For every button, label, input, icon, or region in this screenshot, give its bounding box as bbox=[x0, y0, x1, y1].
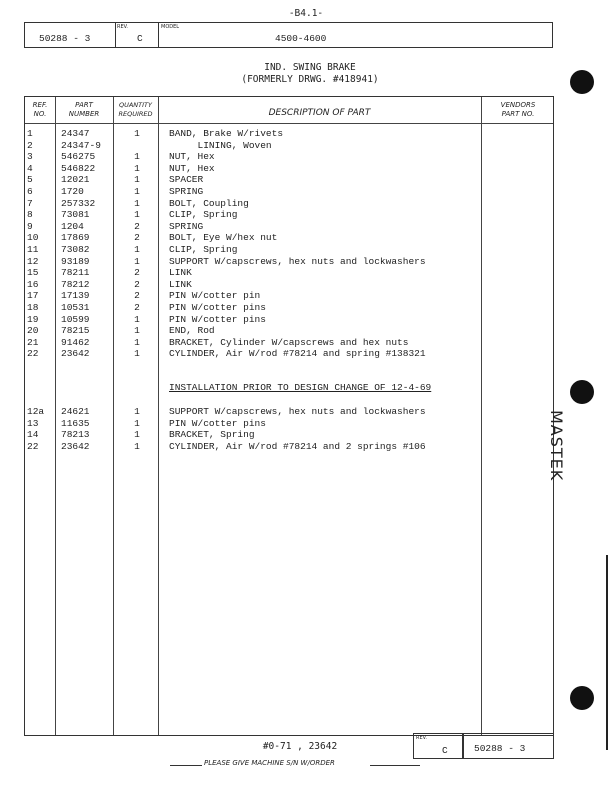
ref-cell: 5 bbox=[27, 174, 33, 186]
ref-cell: 2 bbox=[27, 139, 33, 151]
quantity-cell: 2 bbox=[134, 302, 140, 313]
description-cell: PIN W/cotter pins bbox=[169, 313, 266, 325]
quantity-cell: 2 bbox=[134, 267, 140, 279]
quantity-cell: 1 bbox=[134, 417, 140, 429]
part-number-cell: 24621 bbox=[61, 406, 90, 417]
ref-cell: 15 bbox=[27, 267, 39, 279]
part-number-cell: 546822 bbox=[61, 162, 96, 174]
description-cell: LINK bbox=[169, 267, 192, 279]
part-number-cell: 78212 bbox=[61, 278, 90, 290]
table-row bbox=[25, 406, 555, 418]
model-label: MODEL bbox=[161, 24, 180, 30]
rev-label: REV. bbox=[117, 24, 128, 30]
description-cell: SPACER bbox=[169, 174, 204, 186]
section-title: IND. SWING BRAKE bbox=[264, 62, 356, 73]
description-cell: NUT, Hex bbox=[169, 151, 215, 163]
description-cell: CLIP, Spring bbox=[169, 209, 238, 221]
quantity-cell: 1 bbox=[134, 336, 140, 348]
part-number-cell: 17139 bbox=[61, 290, 90, 302]
quantity-cell: 1 bbox=[134, 151, 140, 163]
table-row bbox=[25, 418, 555, 430]
part-number-cell: 73082 bbox=[61, 244, 90, 255]
description-cell: CYLINDER, Air W/rod #78214 and spring #138321 bbox=[169, 348, 426, 360]
quantity-cell: 1 bbox=[134, 325, 140, 337]
ref-cell: 17 bbox=[27, 290, 39, 302]
quantity-cell: 1 bbox=[134, 313, 140, 325]
footer-box bbox=[413, 733, 554, 760]
table-row bbox=[25, 198, 555, 210]
description-cell: SPRING bbox=[169, 186, 204, 197]
table-row bbox=[25, 314, 555, 326]
footer-ref: #0-71 , 23642 bbox=[262, 741, 338, 752]
installation-heading: INSTALLATION PRIOR TO DESIGN CHANGE OF 12-4-69 bbox=[169, 382, 432, 393]
quantity-cell: 2 bbox=[134, 278, 140, 290]
table-row bbox=[25, 279, 555, 291]
table-row bbox=[25, 267, 555, 279]
col-header-desc: DESCRIPTION OF PART bbox=[268, 108, 371, 118]
table-row bbox=[25, 221, 555, 233]
quantity-cell: 2 bbox=[134, 232, 140, 244]
part-number-cell: 78211 bbox=[61, 267, 90, 279]
part-number-cell: 93189 bbox=[61, 255, 90, 267]
table-row bbox=[25, 325, 555, 337]
col-header-ref: REF. NO. bbox=[32, 101, 48, 118]
part-number-cell: 17869 bbox=[61, 232, 90, 244]
part-number-cell: 546275 bbox=[61, 151, 96, 163]
table-row bbox=[25, 302, 555, 314]
col-header-qty: QUANTITY REQUIRED bbox=[118, 101, 153, 118]
footer-drawing-number: 50288 - 3 bbox=[474, 743, 526, 754]
footer-rev-label: REV. bbox=[416, 735, 427, 741]
ref-cell: 20 bbox=[27, 325, 39, 337]
part-number-cell: 1204 bbox=[61, 220, 84, 232]
ref-cell: 21 bbox=[27, 336, 39, 348]
binder-hole-top bbox=[570, 70, 594, 94]
description-cell: CLIP, Spring bbox=[169, 244, 238, 255]
footer-rev: C bbox=[442, 745, 448, 756]
ref-cell: 19 bbox=[27, 313, 39, 325]
table-row bbox=[25, 348, 555, 360]
table-row bbox=[25, 128, 555, 140]
description-cell: SPRING bbox=[169, 220, 204, 232]
table-row bbox=[25, 429, 555, 441]
part-number-cell: 10599 bbox=[61, 313, 90, 325]
part-number-cell: 91462 bbox=[61, 336, 90, 348]
description-cell: PIN W/cotter pins bbox=[169, 417, 266, 429]
page-number: -B4.1- bbox=[288, 8, 324, 19]
table-row bbox=[25, 337, 555, 349]
part-number-cell: 11635 bbox=[61, 417, 90, 429]
part-number-cell: 1720 bbox=[61, 186, 84, 197]
ref-cell: 9 bbox=[27, 220, 33, 232]
quantity-cell: 1 bbox=[134, 186, 140, 197]
quantity-cell: 1 bbox=[134, 406, 140, 417]
quantity-cell: 1 bbox=[134, 244, 140, 255]
quantity-cell: 1 bbox=[134, 162, 140, 174]
page-edge-mark bbox=[606, 555, 608, 750]
part-number-cell: 78213 bbox=[61, 429, 90, 441]
section-subtitle: (FORMERLY DRWG. #418941) bbox=[241, 74, 379, 85]
ref-cell: 7 bbox=[27, 197, 33, 209]
quantity-cell: 2 bbox=[134, 220, 140, 232]
footer-note: PLEASE GIVE MACHINE S/N W/ORDER bbox=[204, 759, 335, 767]
ref-cell: 22 bbox=[27, 348, 39, 360]
ref-cell: 18 bbox=[27, 302, 39, 313]
ref-cell: 10 bbox=[27, 232, 39, 244]
binder-hole-middle bbox=[570, 380, 594, 404]
col-header-part: PART NUMBER bbox=[68, 101, 100, 118]
part-number-cell: 78215 bbox=[61, 325, 90, 337]
quantity-cell: 1 bbox=[134, 429, 140, 441]
part-number-cell: 257332 bbox=[61, 197, 96, 209]
quantity-cell: 1 bbox=[134, 209, 140, 221]
header-box bbox=[24, 22, 553, 48]
description-cell: BRACKET, Spring bbox=[169, 429, 255, 441]
description-cell: END, Rod bbox=[169, 325, 215, 337]
description-cell: BRACKET, Cylinder W/capscrews and hex nuts bbox=[169, 336, 409, 348]
ref-cell: 12 bbox=[27, 255, 39, 267]
description-cell: CYLINDER, Air W/rod #78214 and 2 springs #106 bbox=[169, 440, 426, 452]
ref-cell: 13 bbox=[27, 417, 39, 429]
quantity-cell: 1 bbox=[134, 440, 140, 452]
table-row bbox=[25, 209, 555, 221]
ref-cell: 12a bbox=[27, 406, 45, 417]
quantity-cell: 1 bbox=[134, 255, 140, 267]
description-cell: NUT, Hex bbox=[169, 162, 215, 174]
part-number-cell: 73081 bbox=[61, 209, 90, 221]
description-cell: SUPPORT W/capscrews, hex nuts and lockwashers bbox=[169, 406, 426, 417]
rev-value: C bbox=[137, 33, 143, 44]
quantity-cell: 2 bbox=[134, 290, 140, 302]
margin-stamp: MASTEK bbox=[547, 410, 566, 482]
quantity-cell: 1 bbox=[134, 197, 140, 209]
quantity-cell: 1 bbox=[134, 128, 140, 139]
part-number-cell: 10531 bbox=[61, 302, 90, 313]
parts-table bbox=[24, 96, 554, 736]
table-row bbox=[25, 244, 555, 256]
table-row bbox=[25, 232, 555, 244]
ref-cell: 8 bbox=[27, 209, 33, 221]
part-number-cell: 24347-9 bbox=[61, 139, 101, 151]
part-number-cell: 12021 bbox=[61, 174, 90, 186]
quantity-cell: 1 bbox=[134, 174, 140, 186]
description-cell: BAND, Brake W/rivets bbox=[169, 128, 284, 139]
part-number-cell: 23642 bbox=[61, 348, 90, 360]
description-cell: LINING, Woven bbox=[169, 139, 272, 151]
col-header-vendor: VENDORS PART NO. bbox=[500, 101, 536, 118]
description-cell: SUPPORT W/capscrews, hex nuts and lockwashers bbox=[169, 255, 426, 267]
ref-cell: 22 bbox=[27, 440, 39, 452]
table-row bbox=[25, 256, 555, 268]
binder-hole-bottom bbox=[570, 686, 594, 710]
table-row bbox=[25, 441, 555, 453]
description-cell: BOLT, Eye W/hex nut bbox=[169, 232, 278, 244]
table-row bbox=[25, 290, 555, 302]
ref-cell: 16 bbox=[27, 278, 39, 290]
description-cell: BOLT, Coupling bbox=[169, 197, 249, 209]
quantity-cell: 1 bbox=[134, 348, 140, 360]
table-row bbox=[25, 186, 555, 198]
ref-cell: 1 bbox=[27, 128, 33, 139]
table-row bbox=[25, 140, 555, 152]
ref-cell: 4 bbox=[27, 162, 33, 174]
part-number-cell: 23642 bbox=[61, 440, 90, 452]
model-value: 4500-4600 bbox=[275, 33, 327, 44]
ref-cell: 6 bbox=[27, 186, 33, 197]
table-row bbox=[25, 151, 555, 163]
ref-cell: 14 bbox=[27, 429, 39, 441]
ref-cell: 3 bbox=[27, 151, 33, 163]
description-cell: PIN W/cotter pin bbox=[169, 290, 261, 302]
ref-cell: 11 bbox=[27, 244, 39, 255]
drawing-number: 50288 - 3 bbox=[39, 33, 91, 44]
table-row bbox=[25, 174, 555, 186]
description-cell: PIN W/cotter pins bbox=[169, 302, 266, 313]
part-number-cell: 24347 bbox=[61, 128, 90, 139]
table-row bbox=[25, 163, 555, 175]
description-cell: LINK bbox=[169, 278, 192, 290]
